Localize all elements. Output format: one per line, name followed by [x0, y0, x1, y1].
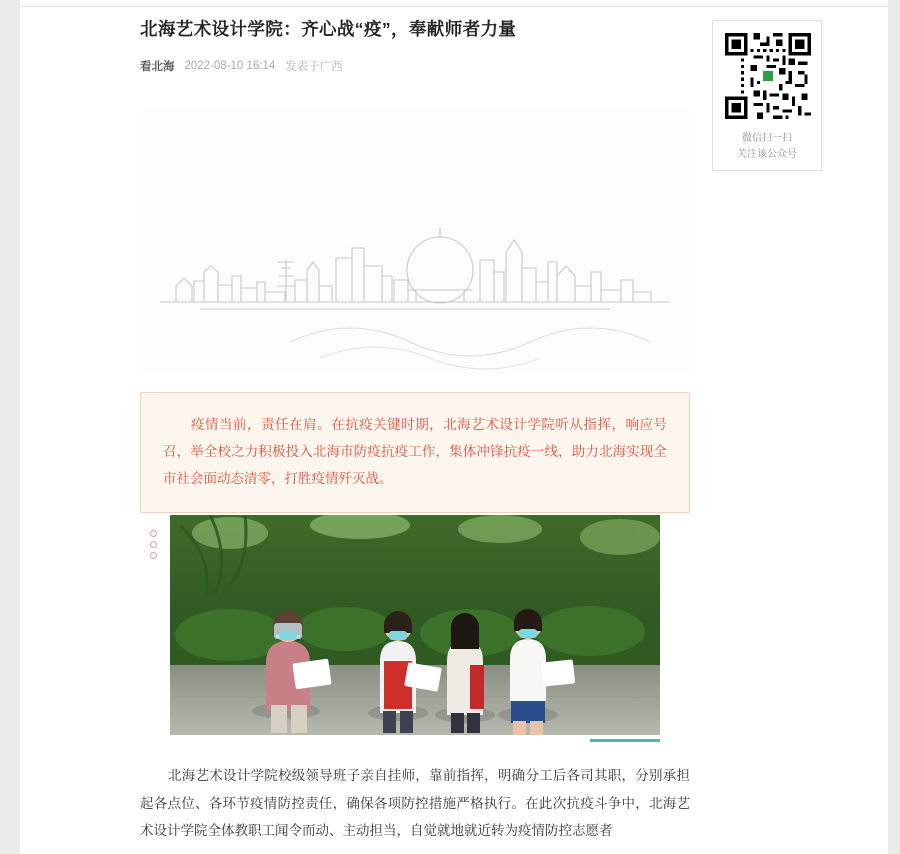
article-photo	[170, 515, 660, 735]
page-title: 北海艺术设计学院：齐心战“疫”，奉献师者力量	[140, 19, 517, 39]
byline-timestamp: 2022-08-10 16:14	[184, 60, 276, 73]
body-paragraph: 北海艺术设计学院校级领导班子亲自挂师，靠前指挥，明确分工后各司其职，分别承担起各点位、各环节疫情防控责任，确保各项防控措施严格执行。在此次抗疫斗争中，北海艺术设计学院全体教职工闻令而动、主动担当，自觉就地就近转为疫情防控志愿者	[140, 768, 690, 839]
photo-graphic	[170, 515, 660, 735]
top-divider	[20, 6, 888, 7]
qr-caption	[722, 131, 812, 162]
byline	[140, 58, 690, 74]
qr-caption-line2: 关注该公众号	[737, 148, 797, 160]
qr-code-icon	[722, 30, 814, 122]
photo-accent-bar	[590, 739, 660, 742]
byline-location: 发表于广西	[285, 61, 343, 74]
intro-callout	[140, 392, 690, 513]
article-photo-block	[150, 515, 690, 745]
qr-caption-line1: 微信扫一扫	[742, 133, 792, 144]
skyline-illustration	[140, 110, 690, 375]
byline-source[interactable]: 看北海	[140, 61, 175, 74]
skyline-graphic	[140, 110, 690, 375]
page-gutter-right	[888, 0, 900, 854]
article-header	[140, 16, 690, 74]
page-gutter-left	[0, 0, 20, 854]
article-body	[140, 762, 690, 845]
wechat-qr-card[interactable]	[712, 20, 822, 171]
intro-text: 疫情当前，责任在肩。在抗疫关键时期，北海艺术设计学院听从指挥，响应号召，举全校之力积极投入北海市防疫抗疫工作，集体冲锋抗疫一线，助力北海实现全市社会面动态清零，打胜疫情歼灭战。	[163, 417, 667, 486]
photo-dot-marks	[150, 530, 158, 563]
